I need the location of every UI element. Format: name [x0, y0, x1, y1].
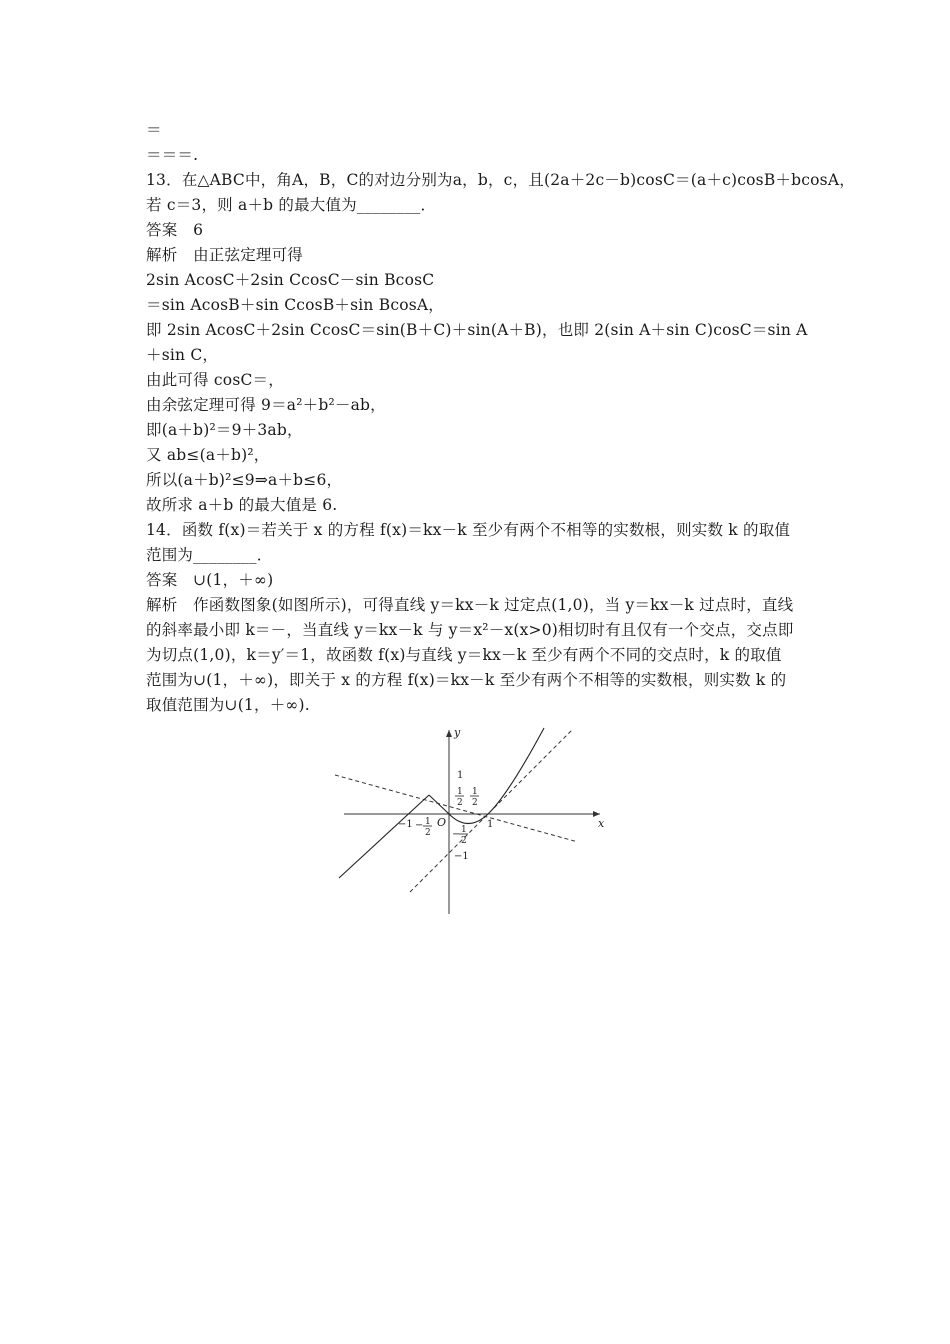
x-tick-half-b-num: 1: [472, 787, 478, 797]
problem-13-statement: 13．在△ABC中，角A，B，C的对边分别为a，b，c，且(2a＋2c－b)cosC＝(a＋c)cosB＋bcosA，: [146, 171, 855, 189]
x-tick-1: 1: [487, 819, 494, 830]
document-body: [146, 118, 855, 718]
text-line: ＝sin AcosB＋sin CcosB＋sin BcosA，: [146, 296, 444, 314]
problem-13-solution: 解析 由正弦定理可得: [146, 246, 304, 264]
x-tick-neg1: −1: [398, 819, 413, 830]
curve-left-line: [339, 795, 429, 878]
function-graph: [332, 724, 622, 920]
y-tick-1: 1: [457, 770, 464, 781]
y-tick-neg-half-den: 2: [461, 836, 467, 846]
x-tick-neg-half-sign: −: [415, 820, 424, 831]
text-line: 由余弦定理可得 9＝a²＋b²－ab，: [146, 396, 386, 414]
y-tick-neg1: −1: [454, 851, 469, 862]
x-axis-label: x: [598, 817, 605, 830]
curve-left-segment: [429, 795, 449, 814]
text-line: ＝: [146, 121, 162, 139]
problem-14-statement: 14．函数 f(x)＝若关于 x 的方程 f(x)＝kx－k 至少有两个不相等的实数根，则实数 k 的取值: [146, 521, 791, 539]
y-axis-arrow: [446, 730, 452, 737]
text-line: ＋sin C，: [146, 346, 219, 364]
problem-14-solution: 解析 作函数图象(如图所示)，可得直线 y＝kx－k 过定点(1,0)，当 y＝kx－k 过点时，直线: [146, 596, 794, 614]
text-line: 2sin AcosC＋2sin CcosC－sin BcosC: [146, 271, 435, 289]
text-line: 即 2sin AcosC＋2sin CcosC＝sin(B＋C)＋sin(A＋B)，也即 2(sin A＋sin C)cosC＝sin A: [146, 321, 808, 339]
problem-14-statement-cont: 范围为________．: [146, 546, 273, 564]
y-tick-neg-half-num: 1: [461, 825, 467, 835]
y-tick-neg-half-sign: −: [452, 829, 461, 840]
text-line: 取值范围为∪(1，＋∞).: [146, 696, 310, 714]
text-line: 即(a＋b)²＝9＋3ab，: [146, 421, 303, 439]
text-line: 所以(a＋b)²≤9⇒a＋b≤6，: [146, 471, 343, 489]
text-line: ＝＝＝.: [146, 146, 199, 164]
problem-13-statement-cont: 若 c＝3，则 a＋b 的最大值为________．: [146, 196, 437, 214]
text-line: 的斜率最小即 k＝－，当直线 y＝kx－k 与 y＝x²－x(x>0)相切时有且仅有一个交点，交点即: [146, 621, 794, 639]
x-tick-half-b-den: 2: [472, 798, 478, 808]
x-tick-half-a-den: 2: [457, 798, 463, 808]
x-tick-half-a-num: 1: [457, 787, 463, 797]
problem-13-answer: 答案 6: [146, 221, 204, 239]
text-line: 故所求 a＋b 的最大值是 6.: [146, 496, 338, 514]
text-line: 由此可得 cosC＝，: [146, 371, 284, 389]
dashed-line-slope-1: [410, 729, 573, 892]
x-tick-neg-half-den: 2: [425, 828, 431, 838]
text-line: 范围为∪(1，＋∞)，即关于 x 的方程 f(x)＝kx－k 至少有两个不相等的实数根，则实数 k 的: [146, 671, 787, 689]
problem-14-answer: 答案 ∪(1，＋∞): [146, 571, 274, 589]
x-tick-neg-half-num: 1: [425, 817, 431, 827]
text-line: 为切点(1,0)，k＝y′＝1，故函数 f(x)与直线 y＝kx－k 至少有两个不同的交点时，k 的取值: [146, 646, 782, 664]
y-axis-label: y: [454, 726, 461, 739]
text-line: 又 ab≤(a＋b)²，: [146, 446, 270, 464]
function-graph-figure: [332, 724, 622, 920]
origin-label: O: [437, 816, 447, 829]
